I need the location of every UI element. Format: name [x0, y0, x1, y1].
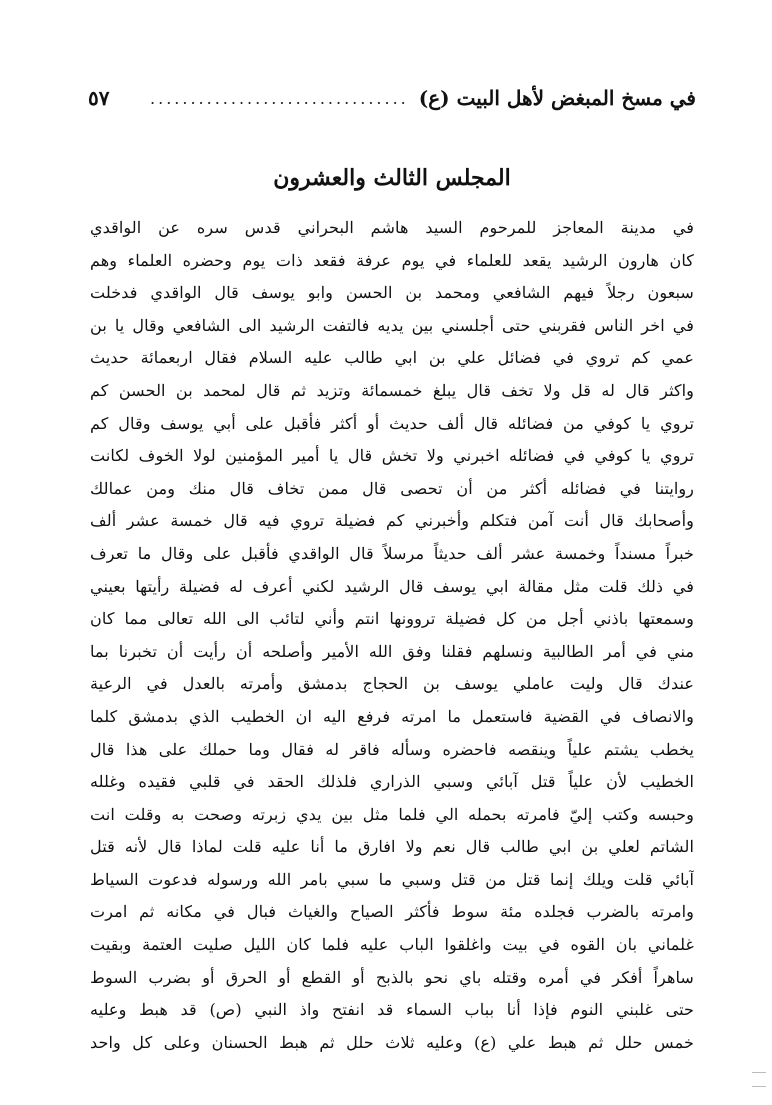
body-line: وحبسه وكتب إليّ فامرته بحمله الي فلما مثل بين يدي زبرته وصحت به وقلت انت — [90, 804, 694, 824]
body-line: في اخر الناس فقربني حتى أجلسني بين يديه فالتفت الرشيد الى الشافعي وقال يا بن — [90, 315, 694, 335]
body-line: وامرته بالضرب فجلده مئة سوط فأكثر الصياح والغياث فبال في مكانه ثم امرت — [90, 902, 694, 922]
body-line: حتى غلبني النوم فإذا أنا بباب السماء قد انفتح واذ النبي (ص) قد هبط وعليه — [90, 1000, 694, 1020]
page-number: ٥٧ — [88, 86, 110, 110]
body-line: الخطيب لأن علياً قتل آبائي وسبي الذراري فلذلك الحقد في قلبي فقيده وغلله — [90, 772, 694, 792]
scan-edge-mark — [752, 1086, 766, 1087]
body-line: واكثر قال له قل ولا تخف قال يبلغ خمسمائة وتزيد ثم قال لمحمد بن الحسن كم — [90, 380, 694, 400]
body-line: كان هارون الرشيد يقعد للعلماء في يوم عرفة فقعد ذات يوم وحضره العلماء وهم — [90, 250, 694, 270]
body-line: يخطب يشتم علياً وينقصه فاحضره وسأله فاقر له فقال وما حملك على هذا قال — [90, 739, 694, 759]
body-line: غلماني بان القوه في بيت واغلقوا الباب عليه فلما كان الليل صليت العتمة وبقيت — [90, 935, 694, 955]
running-header-title: في مسخ المبغض لأهل البيت (ع) — [418, 86, 696, 110]
body-line: مني في أمر الطالبية ونسلهم فقلنا وفق الله الأمير وأصلحه أن رأيت أن تخبرنا بما — [90, 641, 694, 661]
running-header — [88, 80, 696, 116]
body-line: ساهراً أفكر في أمره وقتله باي نحو بالذبح أو القطع أو الحرق أو بضرب السوط — [90, 967, 694, 987]
body-line: في ذلك قلت مثل مقالة ابي يوسف قال الرشيد لكني أعرف له فضيلة رأيتها بعيني — [90, 576, 694, 596]
body-line: والانصاف في القضية فاستعمل ما امرته فرفع اليه ان الخطيب الذي بدمشق كلما — [90, 706, 694, 726]
body-line: خمس حلل ثم هبط علي (ع) وعليه ثلاث حلل ثم هبط الحسنان وعلى كل واحد — [90, 1032, 694, 1052]
body-line: خبراً مسنداً وخمسة عشر ألف حديثاً مرسلاً قال الواقدي فأقبل على وقال ما تعرف — [90, 543, 694, 563]
dot-leader: ................................ — [150, 88, 409, 108]
body-line: تروي يا كوفي في فضائله اخبرني ولا تخش قال يا أمير المؤمنين لولا الخوف لكانت — [90, 446, 694, 466]
body-line: عندك قال وليت عاملي يوسف بن الحجاج بدمشق وأمرته بالعدل في الرعية — [90, 674, 694, 694]
body-line: عمي كم تروي في فضائل علي بن ابي طالب عليه السلام فقال اربعمائة حديث — [90, 348, 694, 368]
chapter-title: المجلس الثالث والعشرون — [273, 165, 511, 191]
body-line: في مدينة المعاجز للمرحوم السيد هاشم البحراني قدس سره عن الواقدي — [90, 218, 694, 237]
body-line: وسمعتها باذني أجل من كل فضيلة تروونها انتم وأني لتائب الى الله تعالى مما كان — [90, 609, 694, 629]
body-text — [90, 212, 694, 1059]
body-line: وأصحابك قال أنت آمن فتكلم وأخبرني كم فضيلة تروي فيه قال خمسة عشر ألف — [90, 511, 694, 531]
scan-edge-mark — [752, 1072, 766, 1073]
body-line: تروي يا كوفي من فضائله قال ألف حديث أو أكثر فأقبل على أبي يوسف وقال كم — [90, 413, 694, 433]
body-line: روايتنا في فضائله أكثر من أن تحصى قال ممن تخاف قال منك ومن عمالك — [90, 478, 694, 498]
body-line: آبائي قلت ويلك إنما قتل من قتل وسبي ما سبي بامر الله ورسوله فدعوت السياط — [90, 869, 694, 889]
body-line: سبعون رجلاً فيهم الشافعي ومحمد بن الحسن وابو يوسف قال الواقدي فدخلت — [90, 283, 694, 303]
body-line: الشاتم لعلي بن ابي طالب قال نعم ولا افارق ما أنا عليه قلت لماذا قال لأنه قتل — [90, 837, 694, 857]
